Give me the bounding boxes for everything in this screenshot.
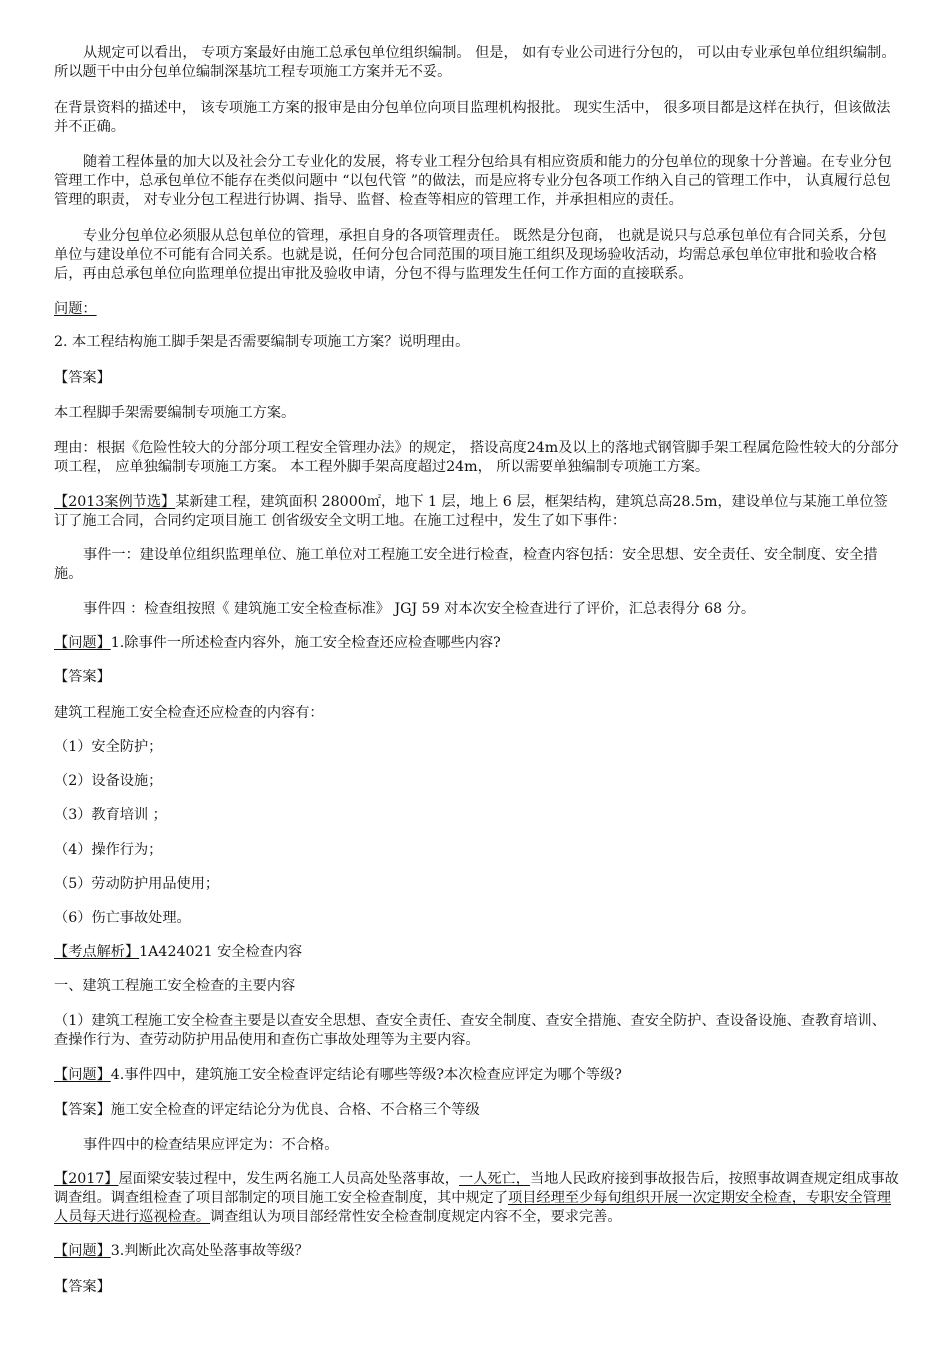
paragraph-4: 专业分包单位必须服从总包单位的管理，承担自身的各项管理责任。 既然是分包商， 也就是说只与总承包单位有合同关系，分包单位与建设单位不可能有合同关系。也就是说，任何分包合同范围的项目施工组织及现场验收活动，均需总承包单位审批和验收合格后，再由总承包单位向监理单位提出审批及验收申请，分包不得与监理发生任何工作方面的直接联系。 (54, 228, 887, 282)
answer-1-item: （2）设备设施； (54, 773, 163, 789)
key-point-text: 1A424021 安全检查内容 (139, 944, 303, 960)
answer-tag: 【答案】 (54, 370, 111, 386)
answer-1-item: （5）劳动防护用品使用； (54, 876, 220, 892)
question-3-tag: 【问题】 (54, 1243, 111, 1259)
case-2017-text-1: 屋面梁安装过程中，发生两名施工人员高处坠落事故， (118, 1171, 459, 1187)
case-2013-text: 某新建工程，建筑面积 28000㎡，地下 1 层，地上 6 层，框架结构，建筑总高28.5m，建设单位与某施工单位签订了施工合同，合同约定项目施工 创省级安全文明工地。在施工过程中，发生了如下事件： (54, 494, 888, 529)
case-2013 (54, 493, 900, 531)
answer-4-tag: 【答案】 (54, 1102, 111, 1118)
case-2013-tag: 【2013案例节选】 (54, 494, 176, 510)
case-2017-tag: 【2017】 (54, 1171, 119, 1187)
case-2017-text-3: 调查组认为项目部经常性安全检查制度规定内容不全，要求完善。 (210, 1209, 622, 1225)
answer-1-item: （4）操作行为； (54, 842, 163, 858)
paragraph-3: 随着工程体量的加大以及社会分工专业化的发展，将专业工程分包给具有相应资质和能力的分包单位的现象十分普遍。在专业分包管理工作中，总承包单位不能存在类似问题中 “以包代管 ”的做法，而是应将专业分包各项工作纳入自己的管理工作中， 认真履行总包管理的职责， 对专业分包工程进行协调、指导、监督、检查等相应的管理工作，并承担相应的责任。 (54, 154, 892, 208)
key-point-paragraph: （1）建筑工程施工安全检查主要是以查安全思想、查安全责任、查安全制度、查安全措施、查安全防护、查设备设施、查教育培训、查操作行为、查劳动防护用品使用和查伤亡事故处理等为主要内容。 (54, 1013, 886, 1048)
question-heading-label: 问题： (54, 301, 97, 317)
event-4: 事件四 ：检查组按照《 建筑施工安全检查标准》 JGJ 59 对本次安全检查进行了评价，汇总表得分 68 分。 (83, 601, 756, 617)
answer-tag: 【答案】 (54, 669, 111, 685)
answer-tag: 【答案】 (54, 1279, 111, 1295)
case-2017-underline-2: 项目经理至少每旬组织开展一次定期安全检查，专职安全管理人员每天进行巡视检查。 (54, 1190, 892, 1225)
key-point-heading: 一、建筑工程施工安全检查的主要内容 (54, 978, 296, 994)
question-3-text: 3.判断此次高处坠落事故等级？ (110, 1243, 309, 1259)
answer-4-result: 事件四中的检查结果应评定为：不合格。 (83, 1137, 339, 1153)
question-2: 2. 本工程结构施工脚手架是否需要编制专项施工方案？说明理由。 (54, 334, 470, 350)
answer-4-text: 施工安全检查的评定结论分为优良、合格、不合格三个等级 (110, 1102, 480, 1118)
question-4 (54, 1066, 900, 1085)
question-1-tag: 【问题】 (54, 635, 111, 651)
answer-1-item: （6）伤亡事故处理。 (54, 910, 191, 926)
answer-2-reason: 理由：根据《危险性较大的分部分项工程安全管理办法》的规定， 搭设高度24m及以上的落地式钢管脚手架工程属危险性较大的分部分项工程， 应单独编制专项施工方案。 本工程外脚手架高度超过24m， 所以需要单独编制专项施工方案。 (54, 440, 899, 475)
question-3 (54, 1242, 900, 1261)
answer-4 (54, 1101, 900, 1120)
paragraph-2: 在背景资料的描述中， 该专项施工方案的报审是由分包单位向项目监理机构报批。 现实生活中， 很多项目都是这样在执行，但该做法并不正确。 (54, 100, 891, 135)
key-point-tag: 【考点解析】 (54, 944, 140, 960)
answer-1-item: （1）安全防护； (54, 739, 163, 755)
key-point-analysis (54, 943, 900, 962)
question-4-text: 4.事件四中，建筑施工安全检查评定结论有哪些等级?本次检查应评定为哪个等级? (110, 1067, 622, 1083)
case-2017-text-2: 当地人民政府接到事故报告后，按照事故调查规定组成事故调查组。调查组检查了项目部制定的项目施工安全检查制度，其中规定了 (54, 1171, 899, 1206)
event-1: 事件一：建设单位组织监理单位、施工单位对工程施工安全进行检查，检查内容包括：安全思想、安全责任、安全制度、安全措施。 (54, 547, 878, 582)
answer-1-intro: 建筑工程施工安全检查还应检查的内容有： (54, 705, 324, 721)
paragraph-1: 从规定可以看出， 专项方案最好由施工总承包单位组织编制。 但是， 如有专业公司进行分包的， 可以由专业承包单位组织编制。 所以题干中由分包单位编制深基坑工程专项施工方案并无不妥。 (54, 45, 896, 80)
case-2017 (54, 1170, 900, 1227)
question-heading (54, 300, 900, 319)
case-2017-underline-1: 一人死亡， (459, 1171, 530, 1187)
question-4-tag: 【问题】 (54, 1067, 111, 1083)
question-1-text: 1.除事件一所述检查内容外，施工安全检查还应检查哪些内容? (110, 635, 501, 651)
answer-2-line-1: 本工程脚手架需要编制专项施工方案。 (54, 405, 296, 421)
answer-1-item: （3）教育培训 ； (54, 807, 167, 823)
question-1 (54, 634, 900, 653)
